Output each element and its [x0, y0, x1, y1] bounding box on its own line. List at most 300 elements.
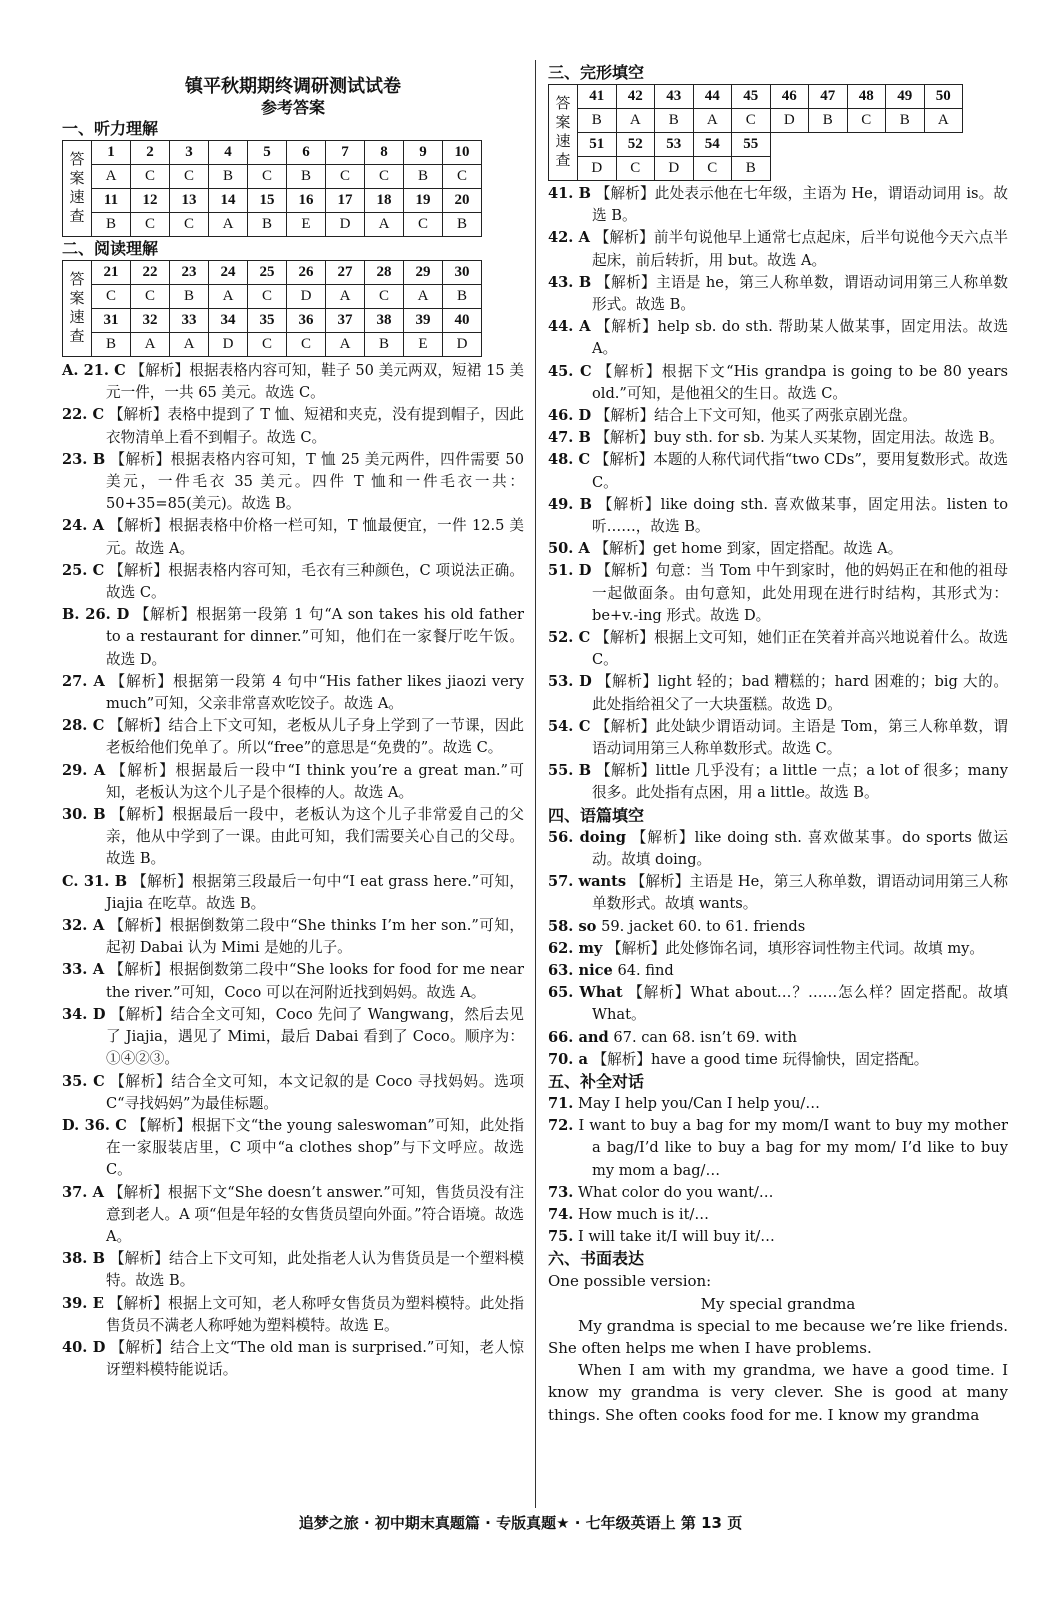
answer-explanation: 【解析】结合上下文可知，老板从儿子身上学到了一节课，因此老板给他们免单了。所以“free”的意思是“免费的”。故选 C。 [106, 717, 524, 757]
answer-cell: C [365, 285, 404, 309]
left-column [62, 62, 524, 1381]
answer-item [548, 627, 1008, 671]
passage-fill-explanations [548, 827, 1008, 1071]
answer-item [62, 1071, 524, 1115]
answer-item [62, 1337, 524, 1381]
answer-cell: C [404, 213, 443, 237]
question-number: 18 [365, 189, 404, 213]
answer-cell: C [131, 285, 170, 309]
question-number: 11 [92, 189, 131, 213]
answer-explanation: 【解析】结合上下文可知，此处指老人认为售货员是一个塑料模特。故选 B。 [106, 1250, 524, 1290]
answer-cell: C [170, 165, 209, 189]
answer-cell: A [209, 213, 248, 237]
answer-number: 70. a [548, 1050, 588, 1068]
table-row [549, 157, 963, 181]
answer-cell: B [92, 333, 131, 357]
answer-explanation: 【解析】What about…？……怎么样？固定搭配。故填 What。 [592, 984, 1008, 1024]
question-number: 31 [92, 309, 131, 333]
answer-cell: B [404, 165, 443, 189]
answer-cell: C [693, 157, 732, 181]
answer-number: 72. [548, 1117, 574, 1135]
answer-cell: C [847, 109, 886, 133]
table-row [63, 165, 482, 189]
question-number: 22 [131, 261, 170, 285]
question-number: 14 [209, 189, 248, 213]
answer-number: 34. D [62, 1005, 106, 1023]
answer-number: 73. [548, 1183, 574, 1201]
table-row [63, 141, 482, 165]
answer-number: 46. D [548, 407, 592, 425]
answer-cell: A [693, 109, 732, 133]
answer-cell: E [404, 333, 443, 357]
answer-item [548, 760, 1008, 804]
question-number: 24 [209, 261, 248, 285]
answer-cell: C [170, 213, 209, 237]
answer-explanation: 59. jacket 60. to 61. friends [601, 917, 806, 935]
answer-number: A. 21. C [62, 362, 126, 379]
answer-number: 63. nice [548, 961, 613, 979]
answer-explanation: 64. find [617, 961, 674, 979]
answer-explanation: 【解析】根据下文“His grandpa is going to be 80 years old.”可知，是他祖父的生日。故选 C。 [592, 362, 1008, 402]
question-number: 53 [655, 133, 694, 157]
answer-cell: C [131, 213, 170, 237]
page-subtitle: 参考答案 [260, 98, 325, 117]
question-number: 54 [693, 133, 732, 157]
empty-cell [924, 157, 963, 181]
question-number: 30 [443, 261, 482, 285]
answer-explanation: 【解析】根据表格内容可知，T 恤 25 美元两件，四件需要 50 美元，一件毛衣 35 美元。四件 T 恤和一件毛衣一共：50+35=85(美元)。故选 B。 [106, 450, 525, 513]
section-writing-heading: 六、书面表达 [548, 1249, 645, 1269]
answer-explanation: 【解析】help sb. do sth. 帮助某人做某事，固定用法。故选 A。 [592, 318, 1009, 358]
answer-number: B. 26. D [62, 606, 130, 624]
answer-explanation: What color do you want/… [578, 1183, 774, 1201]
answer-number: 27. A [62, 672, 105, 690]
question-number: 3 [170, 141, 209, 165]
answer-cell: C [616, 157, 655, 181]
answer-cell: B [365, 333, 404, 357]
table-row [549, 109, 963, 133]
answer-item [548, 671, 1008, 715]
answer-number: 39. E [62, 1294, 104, 1312]
answer-item [62, 1115, 524, 1182]
question-number: 13 [170, 189, 209, 213]
empty-cell [809, 133, 848, 157]
answer-cell: B [809, 109, 848, 133]
answer-item [548, 227, 1008, 271]
question-number: 23 [170, 261, 209, 285]
answer-cell: B [732, 157, 771, 181]
question-number: 25 [248, 261, 287, 285]
question-number: 20 [443, 189, 482, 213]
question-number: 47 [809, 85, 848, 109]
answer-item [62, 804, 524, 871]
answer-item [548, 960, 1008, 982]
answer-item [62, 404, 524, 448]
answer-cell: A [616, 109, 655, 133]
answer-number: 38. B [62, 1250, 106, 1268]
question-number: 16 [287, 189, 326, 213]
answer-number: 33. A [62, 961, 105, 979]
essay-paragraph-1: My grandma is special to me because we’re like friends. She often helps me when I have problems. [548, 1316, 1008, 1357]
question-number: 49 [886, 85, 925, 109]
answer-number: 58. so [548, 917, 597, 935]
answer-explanation: 【解析】根据下文“the young saleswoman”可知，此处指在一家服装店里，C 项中“a clothes shop”与下文呼应。故选 C。 [106, 1116, 524, 1179]
answer-cell: A [404, 285, 443, 309]
answer-number: 51. D [548, 562, 592, 580]
answer-item [548, 1204, 1008, 1226]
answer-number: 37. A [62, 1183, 104, 1201]
answer-item [62, 760, 524, 804]
answer-item [62, 959, 524, 1003]
answer-item [548, 1226, 1008, 1248]
answer-item [62, 1004, 524, 1071]
essay-paragraph-2: When I am with my grandma, we have a good time. I know my grandma is very clever. She is good at many things. She often cooks food for me. I know my grandma [548, 1361, 1008, 1424]
answer-explanation: 【解析】此处缺少谓语动词。主语是 Tom，第三人称单数，谓语动词用第三人称单数形式。故选 C。 [592, 717, 1009, 758]
answer-item [62, 915, 524, 959]
answer-explanation: 【解析】主语是 he，第三人称单数，谓语动词用第三人称单数形式。故选 B。 [592, 273, 1008, 314]
answer-cell: C [326, 165, 365, 189]
answer-explanation: 【解析】本题的人称代词代指“two CDs”，要用复数形式。故选 C。 [592, 451, 1009, 491]
answer-number: 47. B [548, 429, 591, 447]
answer-explanation: 【解析】根据表格中价格一栏可知，T 恤最便宜，一件 12.5 美元。故选 A。 [106, 517, 524, 557]
answer-item [548, 427, 1008, 449]
answer-explanation: 67. can 68. isn’t 69. with [613, 1028, 797, 1046]
answer-explanation: 【解析】have a good time 玩得愉快，固定搭配。 [592, 1050, 929, 1068]
answer-item [62, 560, 524, 604]
answer-explanation: 【解析】结合上文“The old man is surprised.”可知，老人惊讶塑料模特能说话。 [106, 1338, 524, 1379]
section-dialogue-heading: 五、补全对话 [548, 1071, 645, 1091]
answer-explanation: 【解析】结合全文可知，本文记叙的是 Coco 寻找妈妈。选项 C“寻找妈妈”为最佳标题。 [106, 1072, 525, 1112]
answer-cell: A [131, 333, 170, 357]
cloze-explanations [548, 183, 1008, 805]
table-row [63, 261, 482, 285]
answer-item [548, 183, 1008, 227]
answer-explanation: 【解析】little 几乎没有；a little 一点；a lot of 很多；many 很多。此处指有点困，用 a little。故选 B。 [592, 762, 1008, 802]
answer-number: C. 31. B [62, 872, 128, 890]
answer-number: 44. A [548, 318, 591, 336]
answer-number: 74. [548, 1205, 574, 1223]
answer-cell: A [326, 333, 365, 357]
answer-item [548, 494, 1008, 538]
answer-number: 30. B [62, 806, 106, 824]
answer-cell: C [365, 165, 404, 189]
answer-number: 50. A [548, 540, 590, 558]
section-passage-fill-heading: 四、语篇填空 [548, 805, 645, 825]
answer-item [548, 982, 1008, 1026]
listening-answer-table [62, 140, 482, 237]
question-number: 6 [287, 141, 326, 165]
answer-explanation: 【解析】根据倒数第二段中“She looks for food for me near the river.”可知，Coco 可以在河附近找到妈妈。故选 A。 [106, 961, 525, 1001]
answer-cell: C [248, 285, 287, 309]
answer-cell: A [326, 285, 365, 309]
answer-cell: A [365, 213, 404, 237]
answer-item [548, 405, 1008, 427]
answer-explanation: 【解析】根据第一段第 1 句“A son takes his old father to a restaurant for dinner.”可知，他们在一家餐厅吃午饭。故选 D。 [106, 606, 525, 668]
reading-explanations [62, 360, 524, 1381]
question-number: 39 [404, 309, 443, 333]
answer-number: 43. B [548, 273, 592, 291]
answer-cell: D [209, 333, 248, 357]
answer-explanation: 【解析】根据表格内容可知，鞋子 50 美元两双，短裙 15 美元一件，一共 65 美元。故选 C。 [106, 362, 525, 402]
answer-key-label: 答 案 速 查 [549, 85, 578, 181]
question-number: 34 [209, 309, 248, 333]
answer-explanation: 【解析】根据最后一段中，老板认为这个儿子非常爱自己的父亲，他从中学到了一课。由此可知，我们需要关心自己的父母。故选 B。 [106, 806, 524, 868]
answer-number: 52. C [548, 629, 591, 647]
answer-cell: C [287, 333, 326, 357]
question-number: 45 [732, 85, 771, 109]
answer-explanation: 【解析】结合全文可知，Coco 先问了 Wangwang，然后去见了 Jiajia，遇见了 Mimi，最后 Dabai 看到了 Coco。顺序为：①④②③。 [106, 1005, 524, 1068]
answer-explanation: I will take it/I will buy it/… [578, 1228, 775, 1246]
answer-explanation: 【解析】根据下文“She doesn’t answer.”可知，售货员没有注意到老人。A 项“但是年轻的女售货员望向外面。”符合语境。故选 A。 [106, 1183, 525, 1245]
empty-cell [847, 157, 886, 181]
essay-title: My special grandma [700, 1294, 856, 1313]
empty-cell [924, 133, 963, 157]
answer-number: 48. C [548, 451, 591, 469]
column-divider [535, 60, 536, 1508]
answer-number: 25. C [62, 561, 105, 579]
answer-explanation: 【解析】根据第三段最后一句中“I eat grass here.”可知，Jiajia 在吃草。故选 B。 [106, 872, 525, 912]
answer-number: 55. B [548, 762, 592, 780]
answer-item [548, 938, 1008, 960]
answer-number: 23. B [62, 450, 106, 468]
answer-number: 65. What [548, 984, 623, 1002]
page-title: 镇平秋期期终调研测试试卷 [185, 76, 401, 97]
answer-cell: B [287, 165, 326, 189]
question-number: 29 [404, 261, 443, 285]
answer-item [548, 871, 1008, 915]
answer-number: 57. wants [548, 873, 627, 891]
answer-explanation: 【解析】此处表示他在七年级，主语为 He，谓语动词用 is。故选 B。 [592, 185, 1008, 225]
empty-cell [886, 133, 925, 157]
answer-item [548, 272, 1008, 316]
answer-item [548, 361, 1008, 405]
empty-cell [809, 157, 848, 181]
question-number: 19 [404, 189, 443, 213]
table-row [63, 213, 482, 237]
answer-cell: C [248, 165, 287, 189]
table-row [63, 309, 482, 333]
answer-number: 28. C [62, 717, 105, 735]
answer-explanation: 【解析】根据上文可知，她们正在笑着并高兴地说着什么。故选 C。 [592, 629, 1008, 669]
answer-number: 75. [548, 1228, 574, 1246]
answer-explanation: 【解析】根据上文可知，老人称呼女售货员为塑料模特。此处指售货员不满老人称呼她为塑料模特。故选 E。 [106, 1294, 524, 1334]
section-reading-heading: 二、阅读理解 [62, 239, 159, 258]
answer-cell: D [578, 157, 617, 181]
answer-cell: C [248, 333, 287, 357]
question-number: 51 [578, 133, 617, 157]
answer-explanation: 【解析】like doing sth. 喜欢做某事。do sports 做运动。故填 doing。 [592, 828, 1008, 868]
answer-number: 29. A [62, 761, 106, 779]
table-row [549, 133, 963, 157]
answer-explanation: 【解析】buy sth. for sb. 为某人买某物，固定用法。故选 B。 [595, 429, 1004, 447]
section-listening-heading: 一、听力理解 [62, 119, 159, 138]
question-number: 36 [287, 309, 326, 333]
question-number: 7 [326, 141, 365, 165]
question-number: 9 [404, 141, 443, 165]
answer-explanation: I want to buy a bag for my mom/I want to buy my mother a bag/I’d like to buy a bag for my mom/ I’d like to buy my mom a bag/… [578, 1117, 1008, 1179]
right-column [548, 62, 1008, 1426]
question-number: 46 [770, 85, 809, 109]
answer-number: 35. C [62, 1072, 105, 1090]
question-number: 32 [131, 309, 170, 333]
question-number: 38 [365, 309, 404, 333]
answer-explanation: 【解析】get home 到家，固定搭配。故选 A。 [594, 540, 903, 558]
answer-cell: A [170, 333, 209, 357]
answer-cell: B [443, 213, 482, 237]
answer-item [548, 316, 1008, 360]
answer-item [548, 449, 1008, 493]
question-number: 43 [655, 85, 694, 109]
answer-item [62, 1248, 524, 1292]
answer-item [548, 1027, 1008, 1049]
answer-cell: B [170, 285, 209, 309]
empty-cell [770, 133, 809, 157]
answer-number: 53. D [548, 673, 592, 691]
section-cloze-heading: 三、完形填空 [548, 63, 645, 82]
question-number: 55 [732, 133, 771, 157]
answer-explanation: May I help you/Can I help you/… [578, 1094, 820, 1112]
answer-cell: B [248, 213, 287, 237]
answer-number: 45. C [548, 362, 592, 380]
answer-item [548, 1049, 1008, 1071]
answer-number: 66. and [548, 1028, 609, 1046]
question-number: 27 [326, 261, 365, 285]
essay-intro: One possible version: [548, 1272, 712, 1291]
question-number: 21 [92, 261, 131, 285]
answer-number: 62. my [548, 939, 603, 957]
answer-number: 22. C [62, 406, 105, 424]
answer-item [62, 1293, 524, 1337]
answer-item [62, 360, 524, 404]
answer-cell: B [886, 109, 925, 133]
question-number: 52 [616, 133, 655, 157]
reading-answer-table [62, 260, 482, 357]
question-number: 37 [326, 309, 365, 333]
answer-cell: C [443, 165, 482, 189]
table-row [63, 189, 482, 213]
answer-cell: A [209, 285, 248, 309]
answer-cell: C [131, 165, 170, 189]
question-number: 1 [92, 141, 131, 165]
answer-explanation: 【解析】根据第一段第 4 句中“His father likes jiaozi very much”可知，父亲非常喜欢吃饺子。故选 A。 [106, 672, 525, 713]
answer-explanation: 【解析】根据倒数第二段中“She thinks I’m her son.”可知，起初 Dabai 认为 Mimi 是她的儿子。 [106, 917, 525, 957]
answer-item [548, 916, 1008, 938]
page-footer: 追梦之旅 · 初中期末真题篇 · 专版真题★ · 七年级英语上 第 13 页 [298, 1514, 743, 1532]
question-number: 8 [365, 141, 404, 165]
answer-explanation: 【解析】此处修饰名词，填形容词性物主代词。故填 my。 [607, 939, 985, 957]
answer-item [548, 1093, 1008, 1115]
answer-cell: C [732, 109, 771, 133]
question-number: 41 [578, 85, 617, 109]
empty-cell [886, 157, 925, 181]
table-row [549, 85, 963, 109]
answer-number: 32. A [62, 917, 105, 935]
answer-number: 24. A [62, 517, 105, 535]
answer-cell: D [770, 109, 809, 133]
answer-cell: C [92, 285, 131, 309]
question-number: 15 [248, 189, 287, 213]
dialogue-answers [548, 1093, 1008, 1248]
answer-explanation: 【解析】结合上下文可知，他买了两张京剧光盘。 [595, 407, 917, 425]
answer-number: 54. C [548, 717, 591, 735]
question-number: 4 [209, 141, 248, 165]
answer-cell: D [326, 213, 365, 237]
answer-number: 71. [548, 1094, 574, 1112]
answer-explanation: 【解析】light 轻的；bad 糟糕的；hard 困难的；big 大的。此处指给祖父了一大块蛋糕。故选 D。 [592, 673, 1008, 713]
empty-cell [770, 157, 809, 181]
answer-item [62, 671, 524, 715]
answer-explanation: 【解析】like doing sth. 喜欢做某事，固定用法。listen to 听……，故选 B。 [592, 495, 1008, 536]
answer-item [548, 716, 1008, 760]
answer-explanation: 【解析】根据表格内容可知，毛衣有三种颜色，C 项说法正确。故选 C。 [106, 561, 524, 602]
answer-explanation: 【解析】根据最后一段中“I think you’re a great man.”可知，老板认为这个儿子是个很棒的人。故选 A。 [106, 761, 525, 801]
answer-number: D. 36. C [62, 1116, 127, 1134]
question-number: 17 [326, 189, 365, 213]
answer-number: 42. A [548, 229, 590, 247]
answer-cell: D [287, 285, 326, 309]
cloze-answer-table [548, 84, 963, 181]
answer-cell: B [578, 109, 617, 133]
question-number: 12 [131, 189, 170, 213]
answer-cell: B [655, 109, 694, 133]
answer-cell: B [92, 213, 131, 237]
table-row [63, 285, 482, 309]
answer-explanation: 【解析】主语是 He，第三人称单数，谓语动词用第三人称单数形式。故填 wants。 [592, 873, 1009, 913]
answer-explanation: 【解析】表格中提到了 T 恤、短裙和夹克，没有提到帽子，因此衣物清单上看不到帽子。故选 C。 [106, 406, 525, 446]
answer-explanation: 【解析】句意：当 Tom 中午到家时，他的妈妈正在和他的祖母一起做面条。由句意知，此处用现在进行时结构，其形式为：be+v.-ing 形式。故选 D。 [592, 562, 1008, 624]
empty-cell [847, 133, 886, 157]
answer-key-label: 答 案 速 查 [63, 141, 92, 237]
answer-cell: A [92, 165, 131, 189]
answer-explanation: 【解析】前半句说他早上通常七点起床，后半句说他今天六点半起床，前后转折，用 but。故选 A。 [592, 229, 1008, 269]
answer-cell: B [443, 285, 482, 309]
answer-item [548, 1115, 1008, 1182]
question-number: 28 [365, 261, 404, 285]
question-number: 42 [616, 85, 655, 109]
question-number: 48 [847, 85, 886, 109]
answer-number: 41. B [548, 185, 591, 202]
answer-number: 56. doing [548, 828, 626, 846]
answer-key-label: 答 案 速 查 [63, 261, 92, 357]
answer-cell: E [287, 213, 326, 237]
table-row [63, 333, 482, 357]
question-number: 26 [287, 261, 326, 285]
answer-item [62, 515, 524, 559]
answer-cell: D [443, 333, 482, 357]
answer-item [62, 449, 524, 516]
answer-cell: D [655, 157, 694, 181]
answer-cell: A [924, 109, 963, 133]
question-number: 44 [693, 85, 732, 109]
answer-number: 49. B [548, 495, 592, 513]
answer-number: 40. D [62, 1338, 106, 1356]
question-number: 33 [170, 309, 209, 333]
question-number: 5 [248, 141, 287, 165]
answer-explanation: How much is it/… [578, 1205, 709, 1223]
question-number: 35 [248, 309, 287, 333]
answer-item [548, 827, 1008, 871]
question-number: 40 [443, 309, 482, 333]
question-number: 10 [443, 141, 482, 165]
answer-item [548, 538, 1008, 560]
answer-item [548, 1182, 1008, 1204]
question-number: 2 [131, 141, 170, 165]
answer-item [548, 560, 1008, 627]
answer-item [62, 871, 524, 915]
question-number: 50 [924, 85, 963, 109]
answer-item [62, 604, 524, 671]
answer-cell: B [209, 165, 248, 189]
